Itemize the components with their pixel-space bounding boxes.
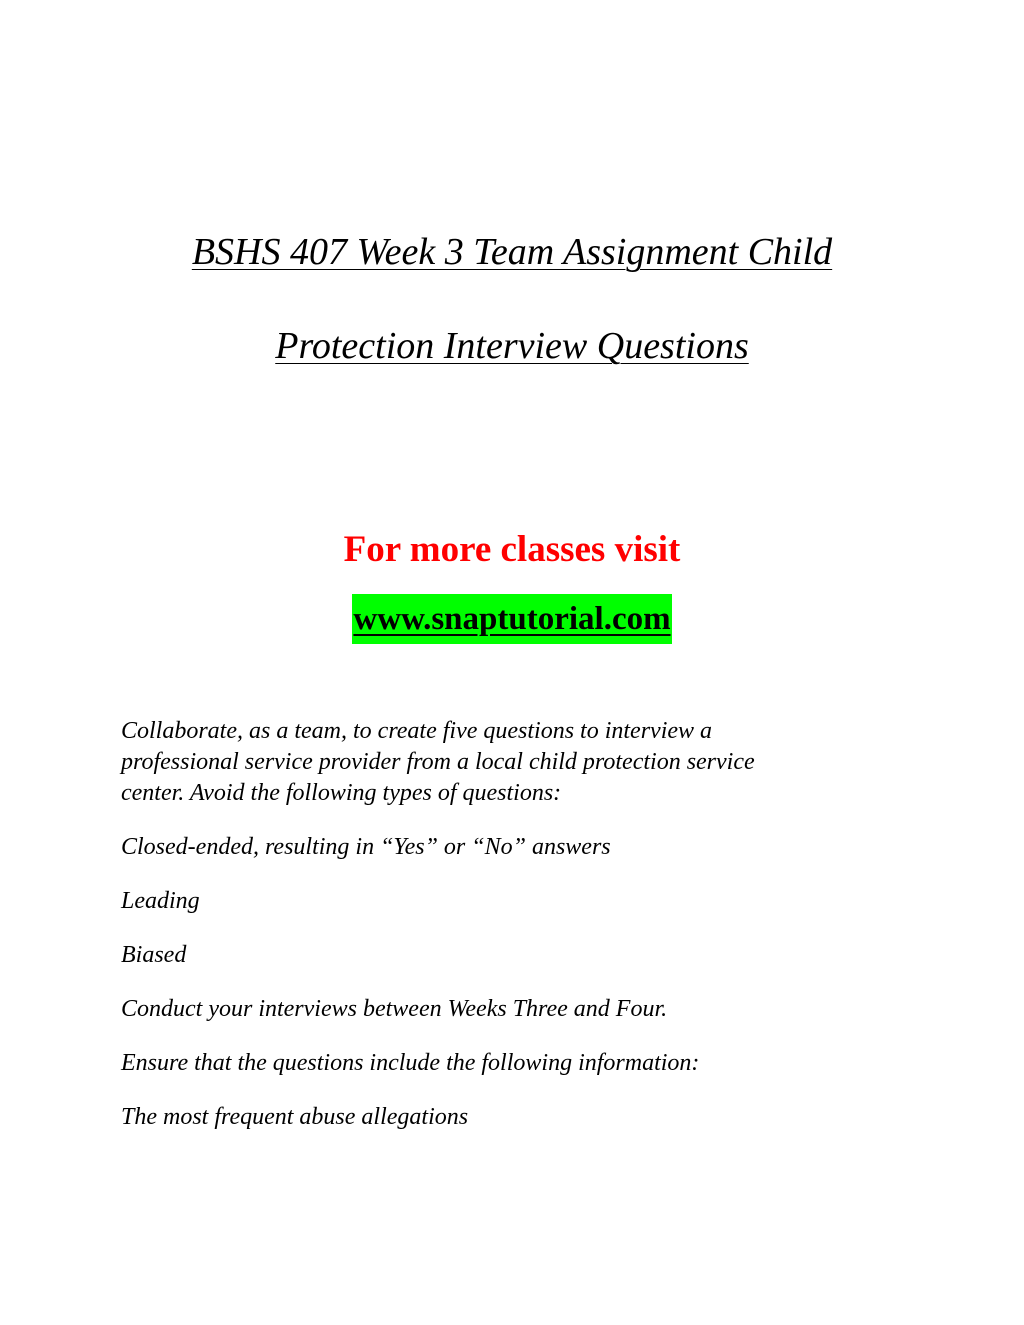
paragraph-closed-ended: Closed-ended, resulting in “Yes” or “No” answers: [121, 834, 611, 860]
snaptutorial-link[interactable]: www.snaptutorial.com: [352, 594, 671, 644]
paragraph-ensure-questions: Ensure that the questions include the following information:: [121, 1050, 700, 1076]
intro-line-3: center. Avoid the following types of questions:: [121, 780, 562, 806]
paragraph-biased: Biased: [121, 942, 187, 968]
intro-line-1: Collaborate, as a team, to create five questions to interview a: [121, 718, 713, 744]
intro-paragraph: [121, 716, 841, 809]
document-title-line-1: BSHS 407 Week 3 Team Assignment Child: [191, 231, 833, 273]
intro-line-2: professional service provider from a local child protection service: [121, 749, 755, 775]
paragraph-abuse-allegations: The most frequent abuse allegations: [121, 1104, 469, 1130]
promo-text: For more classes visit: [343, 529, 681, 570]
promo-link-container: [0, 594, 1024, 644]
paragraph-conduct-interviews: Conduct your interviews between Weeks Three and Four.: [121, 996, 668, 1022]
paragraph-leading: Leading: [121, 888, 200, 914]
document-title-line-2: Protection Interview Questions: [275, 325, 749, 367]
